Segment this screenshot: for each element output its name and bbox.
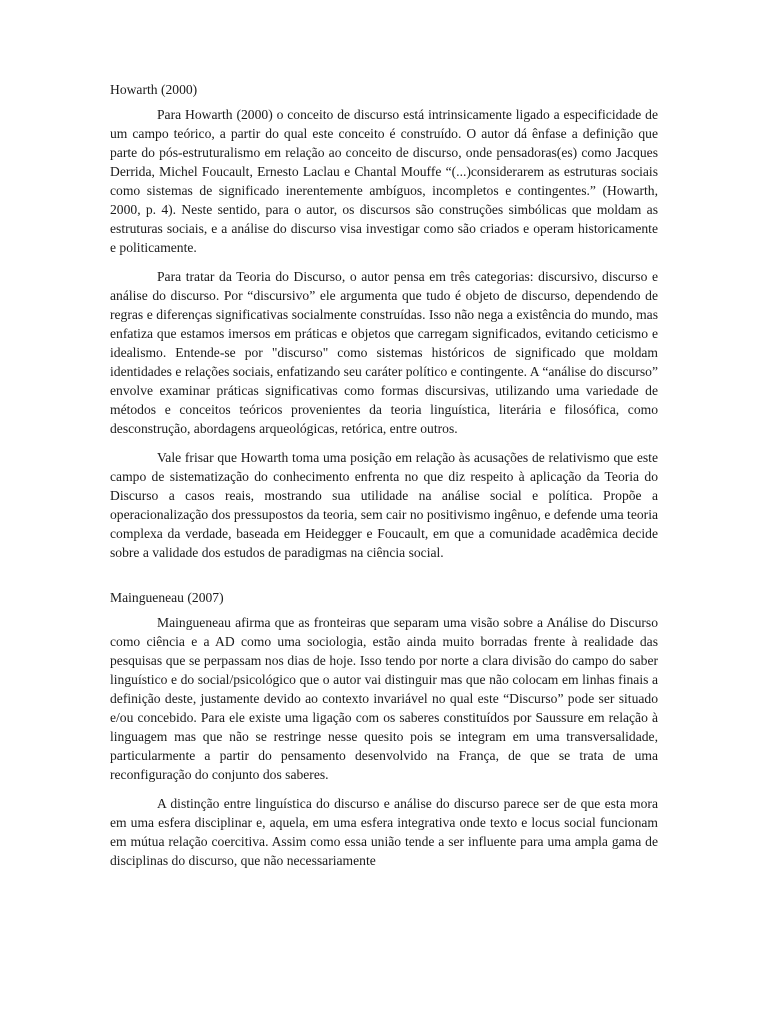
section-howarth bbox=[110, 80, 658, 562]
section-maingueneau bbox=[110, 588, 658, 870]
paragraph: Vale frisar que Howarth toma uma posição em relação às acusações de relativismo que este campo de sistematização do conhecimento enfrenta no que diz respeito à aplicação da Teoria do Discurso a casos reais, mostrando sua utilidade na análise social e política. Propõe a operacionalização dos pressupostos da teoria, sem cair no positivismo ingênuo, e defende uma teoria complexa da verdade, baseada em Heidegger e Foucault, em que a comunidade acadêmica decide sobre a validade dos estudos de paradigmas na ciência social. bbox=[110, 450, 658, 560]
section-heading: Howarth (2000) bbox=[110, 82, 198, 97]
section-heading: Maingueneau (2007) bbox=[110, 590, 224, 605]
paragraph: Maingueneau afirma que as fronteiras que separam uma visão sobre a Análise do Discurso como ciência e a AD como uma sociologia, estão ainda muito borradas frente à realidade das pesquisas que se perpassam nos dias de hoje. Isso tendo por norte a clara divisão do campo do saber linguístico e do social/psicológico que o autor vai distinguir mas que não colocam em linhas finais a definição deste, justamente devido ao contexto invariável no qual este “Discurso” pode ser situado e/ou concebido. Para ele existe uma ligação com os saberes constituídos por Saussure em relação à linguagem mas que não se restringe nesse quesito pois se integram em uma transversalidade, particularmente a partir do pensamento desenvolvido na França, de que se trata de uma reconfiguração do conjunto dos saberes. bbox=[110, 615, 658, 782]
paragraph: Para Howarth (2000) o conceito de discurso está intrinsicamente ligado a especificidade de um campo teórico, a partir do qual este conceito é construído. O autor dá ênfase a definição que parte do pós-estruturalismo em relação ao conceito de discurso, onde pensadoras(es) como Jacques Derrida, Michel Foucault, Ernesto Laclau e Chantal Mouffe “(...)considerarem as estruturas sociais como sistemas de significado inerentemente ambíguos, incompletos e contingentes.” (Howarth, 2000, p. 4). Neste sentido, para o autor, os discursos são construções simbólicas que moldam as estruturas sociais, e a análise do discurso visa investigar como são criados e operam historicamente e politicamente. bbox=[110, 107, 658, 255]
document-page bbox=[110, 80, 658, 880]
paragraph: Para tratar da Teoria do Discurso, o autor pensa em três categorias: discursivo, discurso e análise do discurso. Por “discursivo” ele argumenta que tudo é objeto de discurso, dependendo de regras e diferenças significativas socialmente construídas. Isso não nega a existência do mundo, mas enfatiza que estamos imersos em práticas e objetos que carregam significados, evitando ceticismo e idealismo. Entende-se por "discurso" como sistemas históricos de significado que moldam identidades e relações sociais, enfatizando seu caráter político e contingente. A “análise do discurso” envolve examinar práticas significativas como formas discursivas, utilizando uma variedade de métodos e conceitos teóricos provenientes da teoria linguística, literária e filosófica, como desconstrução, abordagens arqueológicas, retórica, entre outros. bbox=[110, 269, 658, 436]
paragraph: A distinção entre linguística do discurso e análise do discurso parece ser de que esta mora em uma esfera disciplinar e, aquela, em uma esfera integrativa onde texto e locus social funcionam em mútua relação coercitiva. Assim como essa união tende a ser influente para uma ampla gama de disciplinas do discurso, que não necessariamente bbox=[110, 796, 658, 868]
